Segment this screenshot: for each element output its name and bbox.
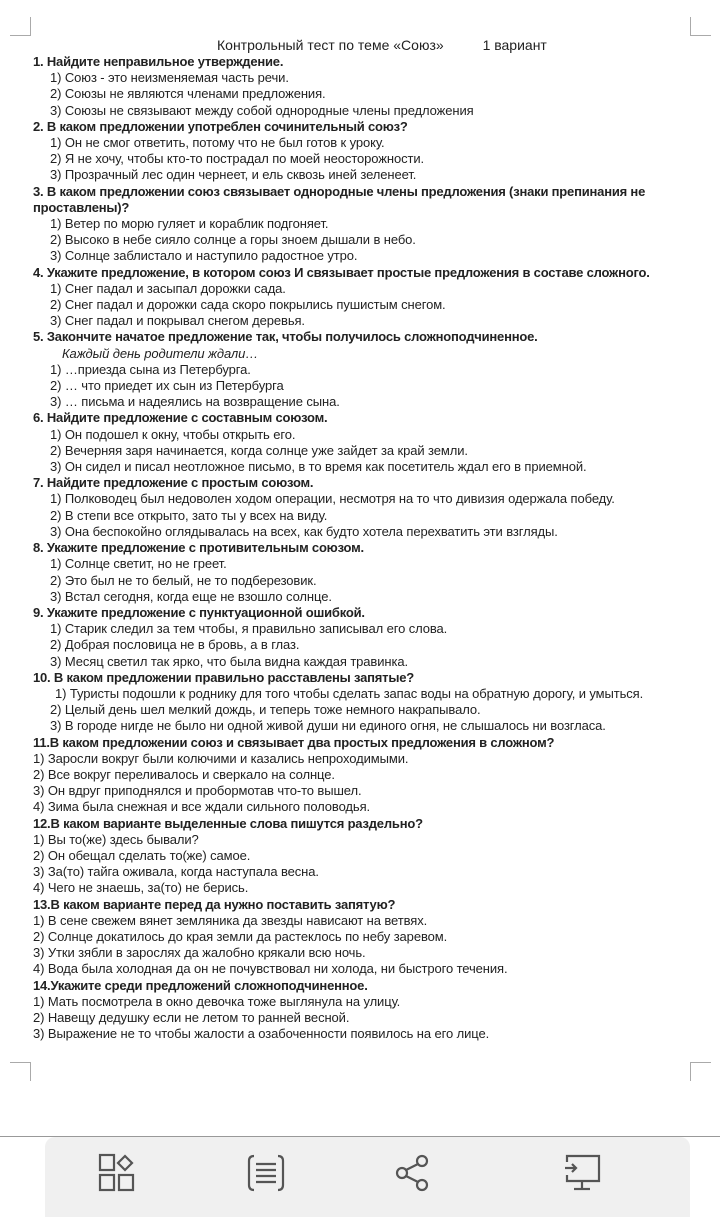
answer-option: 2) Это был не то белый, не то подберезовик.: [50, 572, 317, 588]
question-title: 8. Укажите предложение с противительным союзом.: [33, 540, 364, 556]
answer-option: 2) Целый день шел мелкий дождь, и теперь тоже немного накрапывало.: [50, 702, 481, 718]
share-button[interactable]: [393, 1153, 433, 1193]
test-title: Контрольный тест по теме «Союз»: [217, 37, 444, 53]
question-title: 9. Укажите предложение с пунктуационной ошибкой.: [33, 604, 365, 620]
answer-option: 1) Мать посмотрела в окно девочка тоже выглянула на улицу.: [33, 993, 401, 1009]
answer-option: 3) Встал сегодня, когда еще не взошло солнце.: [50, 588, 332, 604]
answer-option: 2) Добрая пословица не в бровь, а в глаз.: [50, 637, 300, 653]
answer-option: 3) Месяц светил так ярко, что была видна каждая травинка.: [50, 653, 408, 669]
answer-option: 1) Старик следил за тем чтобы, я правильно записывал его слова.: [50, 621, 448, 637]
answer-option: 1) Ветер по морю гуляет и кораблик подгоняет.: [50, 216, 329, 232]
answer-option: 3) Снег падал и покрывал снегом деревья.: [50, 313, 305, 329]
cast-to-desktop-icon: [562, 1153, 602, 1193]
variant-label: 1 вариант: [482, 37, 547, 53]
document-list-button[interactable]: [246, 1153, 286, 1193]
answer-option: 3) За(то) тайга оживала, когда наступала весна.: [33, 864, 319, 880]
answer-option: 1) Заросли вокруг были колючими и казались непроходимыми.: [33, 750, 409, 766]
document-page: [33, 36, 695, 1042]
question-title: 12.В каком варианте выделенные слова пишутся раздельно?: [33, 815, 423, 831]
answer-option: 3) Союзы не связывают между собой однородные члены предложения: [50, 102, 474, 118]
question-title: 7. Найдите предложение с простым союзом.: [33, 475, 314, 491]
answer-option: 3) Прозрачный лес один чернеет, и ель сквозь иней зеленеет.: [50, 167, 417, 183]
answer-option: 4) Вода была холодная да он не почувствовал ни холода, ни быстрого течения.: [33, 961, 508, 977]
apps-icon: [98, 1153, 138, 1193]
answer-option: 1) …приезда сына из Петербурга.: [50, 361, 251, 377]
document-list-icon: [246, 1153, 286, 1193]
answer-option: 4) Зима была снежная и все ждали сильного половодья.: [33, 799, 371, 815]
question-title: 4. Укажите предложение, в котором союз И связывает простые предложения в составе сложного.: [33, 264, 650, 280]
answer-option: 2) Высоко в небе сияло солнце а горы зноем дышали в небо.: [50, 232, 416, 248]
bottom-toolbar: [45, 1137, 690, 1217]
answer-option: 1) Он подошел к окну, чтобы открыть его.: [50, 426, 296, 442]
answer-option: 2) Навещу дедушку если не летом то ранней весной.: [33, 1009, 350, 1025]
answer-option: 2) В степи все открыто, зато ты у всех на виду.: [50, 507, 328, 523]
question-title: 6. Найдите предложение с составным союзом.: [33, 410, 328, 426]
answer-option: 2) Вечерняя заря начинается, когда солнце уже зайдет за край земли.: [50, 442, 468, 458]
answer-option: 2) Союзы не являются членами предложения.: [50, 86, 326, 102]
question-title: 10. В каком предложении правильно расставлены запятые?: [33, 669, 414, 685]
answer-option: 2) Я не хочу, чтобы кто-то пострадал по моей неосторожности.: [50, 151, 425, 167]
answer-option: 1) Союз - это неизменяемая часть речи.: [50, 70, 289, 86]
answer-option: 2) … что приедет их сын из Петербурга: [50, 378, 284, 394]
question-title: 2. В каком предложении употреблен сочинительный союз?: [33, 118, 408, 134]
answer-option: 3) Он вдруг приподнялся и пробормотав что-то вышел.: [33, 783, 362, 799]
answer-option: 3) Она беспокойно оглядывалась на всех, как будто хотела перехватить эти взгляды.: [50, 523, 558, 539]
cast-to-desktop-button[interactable]: [562, 1153, 602, 1193]
question-title: 13.В каком варианте перед да нужно поставить запятую?: [33, 896, 396, 912]
page-corner-mark: [10, 1062, 31, 1081]
question-title: 11.В каком предложении союз и связывает два простых предложения в сложном?: [33, 734, 555, 750]
answer-option: 1) Солнце светит, но не греет.: [50, 556, 227, 572]
answer-option: 3) Он сидел и писал неотложное письмо, в то время как посетитель ждал его в приемной.: [50, 459, 587, 475]
question-title: 1. Найдите неправильное утверждение.: [33, 54, 284, 69]
answer-option: 3) Солнце заблистало и наступило радостное утро.: [50, 248, 358, 264]
answer-option: 2) Снег падал и дорожки сада скоро покрылись пушистым снегом.: [50, 297, 446, 313]
page-corner-mark: [690, 1062, 711, 1081]
question-list: [33, 54, 695, 1042]
answer-option: 1) Он не смог ответить, потому что не был готов к уроку.: [50, 135, 385, 151]
page-corner-mark: [690, 17, 711, 36]
apps-button[interactable]: [98, 1153, 138, 1193]
page-corner-mark: [10, 17, 31, 36]
question-prompt: Каждый день родители ждали…: [62, 345, 259, 361]
answer-option: 3) В городе нигде не было ни одной живой души ни единого огня, не слышалось ни возгласа.: [50, 718, 606, 734]
document-title: [33, 36, 695, 54]
answer-option: 3) Выражение не то чтобы жалости а озабоченности появилось на его лице.: [33, 1026, 490, 1042]
answer-option: 4) Чего не знаешь, за(то) не берись.: [33, 880, 249, 896]
answer-option: 1) Вы то(же) здесь бывали?: [33, 831, 199, 847]
answer-option: 1) Снег падал и засыпал дорожки сада.: [50, 280, 286, 296]
answer-option: 1) Полководец был недоволен ходом операции, несмотря на то что дивизия одержала победу.: [50, 491, 615, 507]
answer-option: 1) В сене свежем вянет земляника да звезды нависают на ветвях.: [33, 912, 428, 928]
answer-option: 3) … письма и надеялись на возвращение сына.: [50, 394, 340, 410]
answer-option: 3) Утки зябли в зарослях да жалобно крякали всю ночь.: [33, 945, 366, 961]
answer-option: 2) Все вокруг переливалось и сверкало на солнце.: [33, 766, 335, 782]
answer-option: 2) Солнце докатилось до края земли да растеклось по небу заревом.: [33, 928, 448, 944]
answer-option: 1) Туристы подошли к роднику для того чтобы сделать запас воды на обратную дорогу, и умыться.: [55, 685, 644, 701]
share-icon: [393, 1153, 433, 1193]
question-title: 14.Укажите среди предложений сложноподчиненное.: [33, 977, 368, 993]
answer-option: 2) Он обещал сделать то(же) самое.: [33, 847, 251, 863]
question-title: 5. Закончите начатое предложение так, чтобы получилось сложноподчиненное.: [33, 329, 538, 345]
question-title: 3. В каком предложении союз связывает однородные члены предложения (знаки препинания не проставлены)?: [33, 183, 646, 215]
